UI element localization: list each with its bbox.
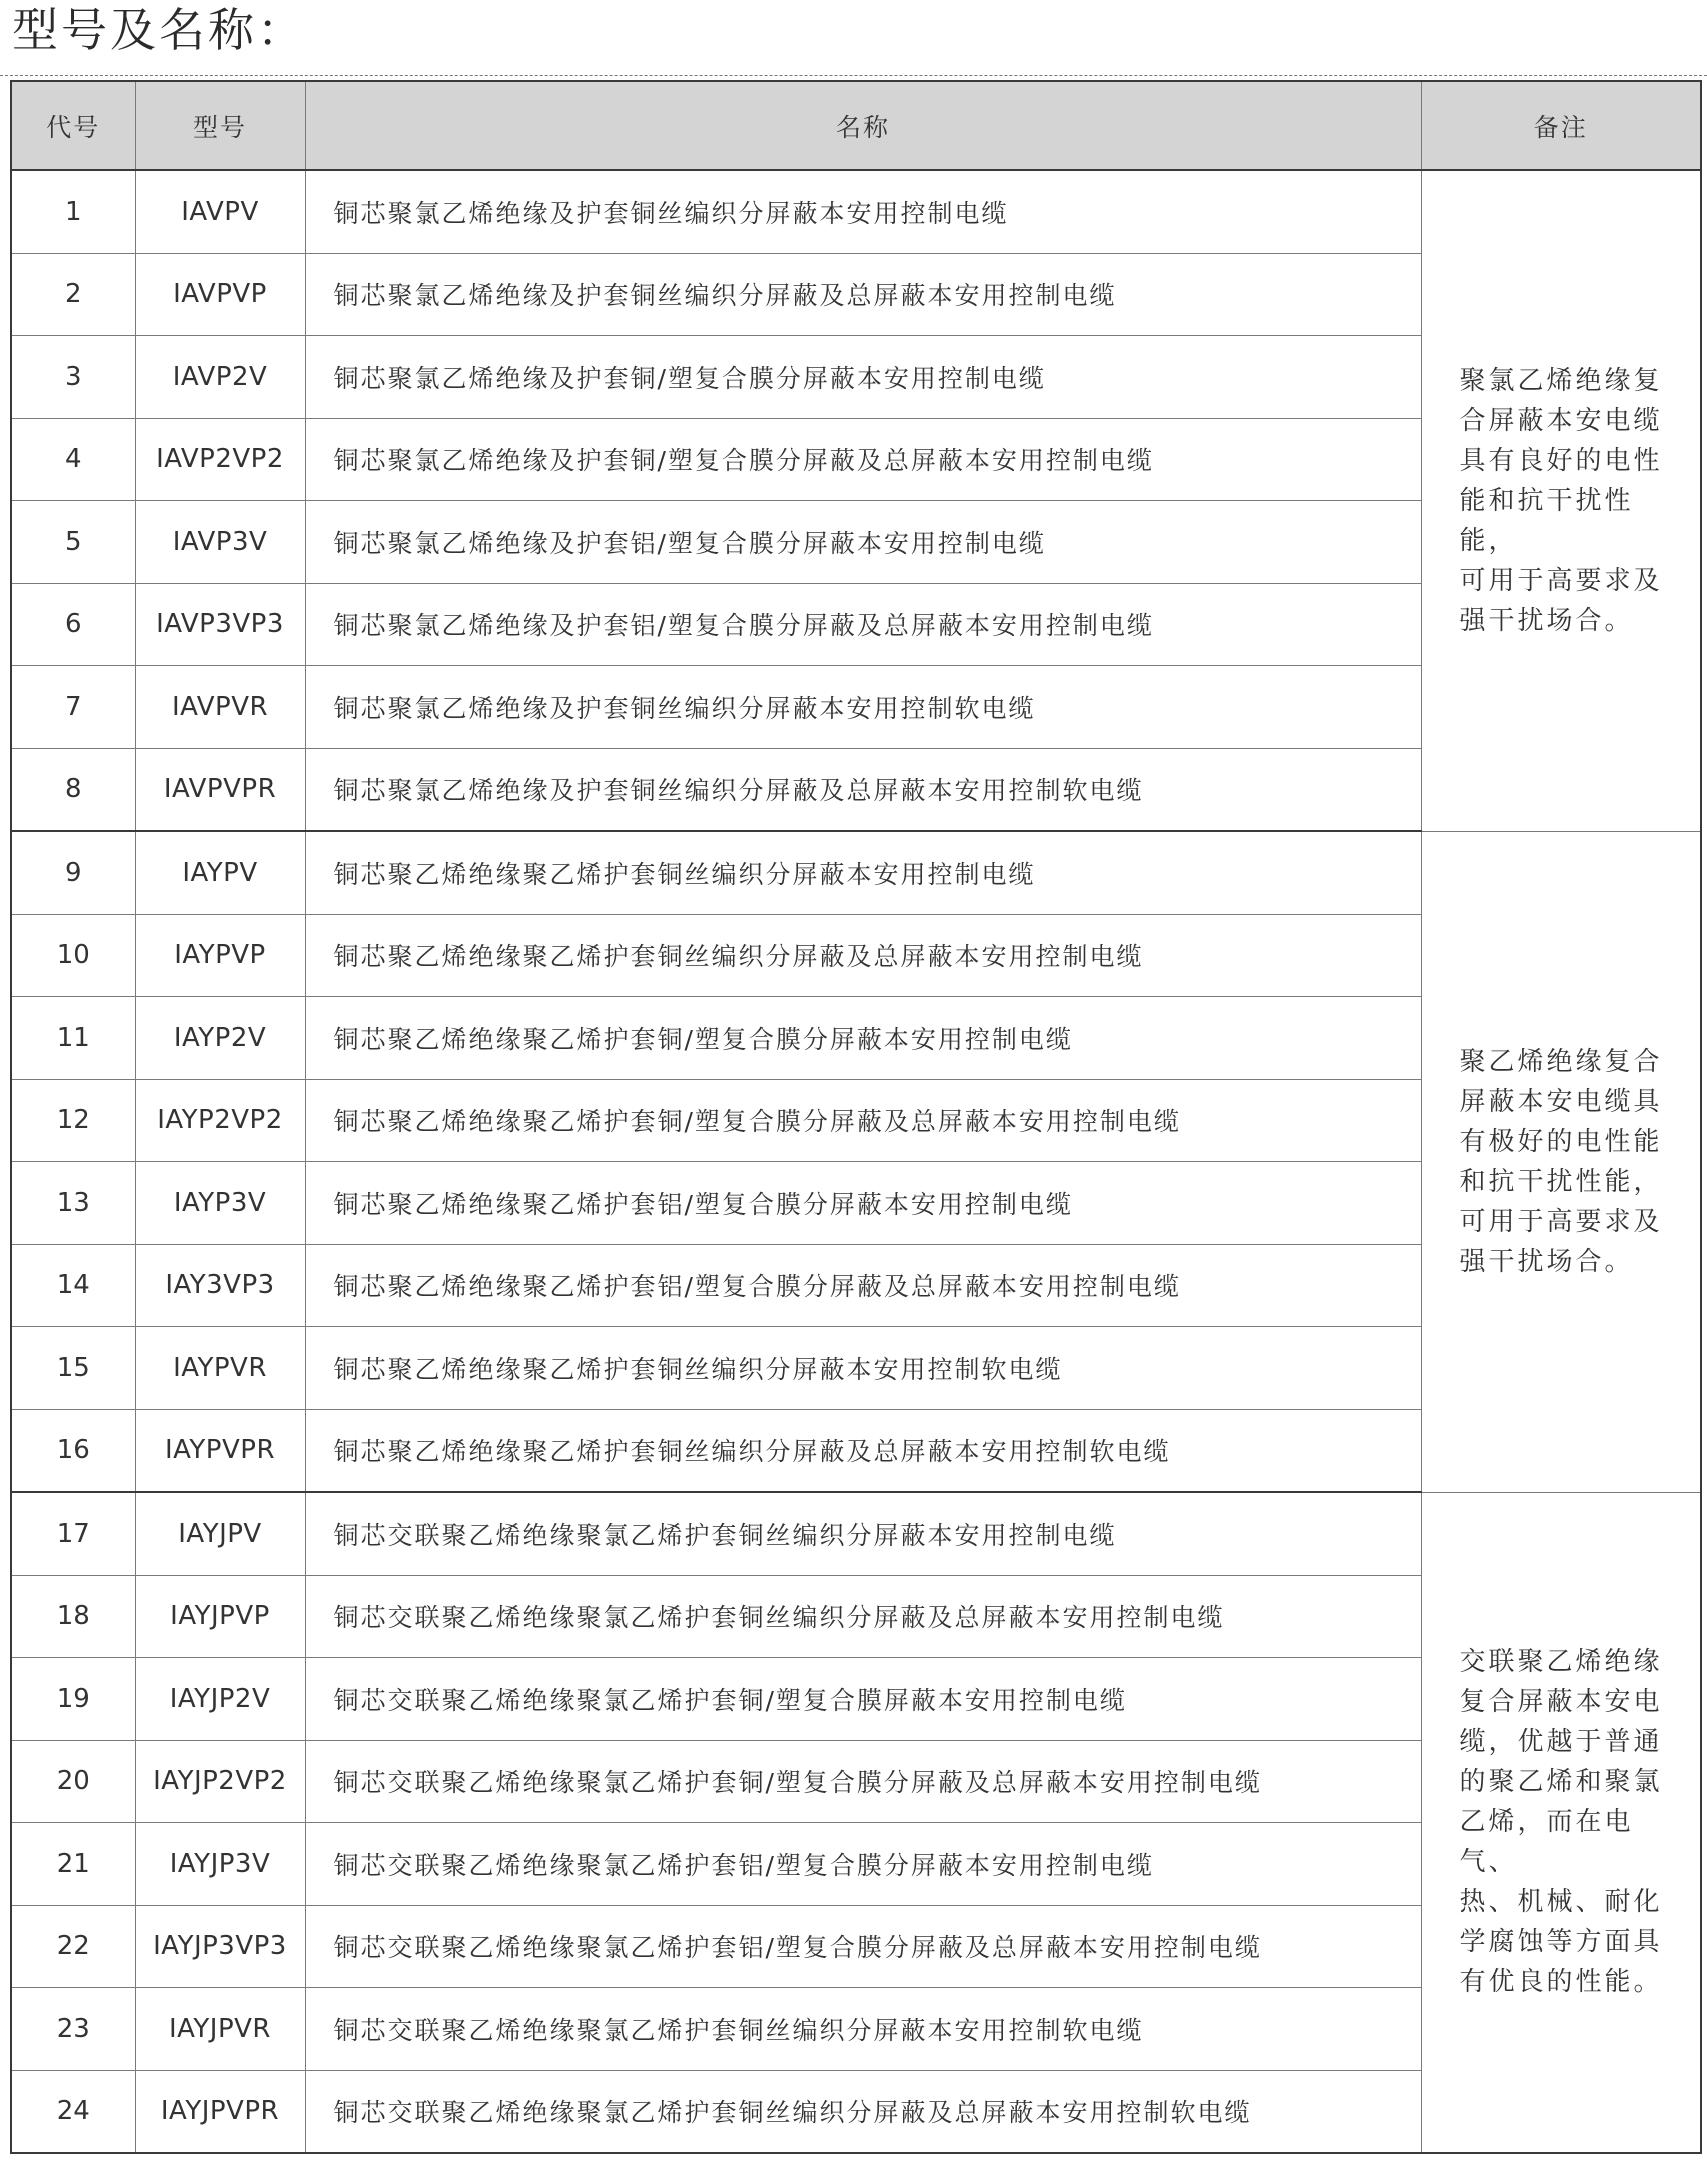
- cell-code: 24: [11, 2070, 135, 2153]
- note-line: 学腐蚀等方面具: [1459, 1927, 1663, 1958]
- cell-code: 7: [11, 666, 135, 749]
- cell-name: 铜芯交联聚乙烯绝缘聚氯乙烯护套铜/塑复合膜分屏蔽及总屏蔽本安用控制电缆: [305, 1740, 1421, 1823]
- cell-code: 9: [11, 831, 135, 914]
- cell-model: IAVPVPR: [135, 748, 305, 831]
- cell-name: 铜芯交联聚乙烯绝缘聚氯乙烯护套铜丝编织分屏蔽及总屏蔽本安用控制电缆: [305, 1575, 1421, 1658]
- cell-code: 15: [11, 1327, 135, 1410]
- cell-note: [1421, 1492, 1701, 2153]
- table-row: [11, 831, 1701, 914]
- cell-code: 1: [11, 170, 135, 253]
- cell-name: 铜芯聚乙烯绝缘聚乙烯护套铝/塑复合膜分屏蔽本安用控制电缆: [305, 1162, 1421, 1245]
- cell-name: 铜芯聚氯乙烯绝缘及护套铜丝编织分屏蔽本安用控制电缆: [305, 170, 1421, 253]
- cell-code: 16: [11, 1409, 135, 1492]
- cell-model: IAYJP2VP2: [135, 1740, 305, 1823]
- note-line: 有极好的电性能: [1459, 1126, 1663, 1157]
- cell-name: 铜芯聚乙烯绝缘聚乙烯护套铜丝编织分屏蔽本安用控制软电缆: [305, 1327, 1421, 1410]
- note-line: 可用于高要求及: [1459, 565, 1663, 596]
- cell-code: 8: [11, 748, 135, 831]
- cell-code: 22: [11, 1905, 135, 1988]
- page-title: 型号及名称：: [12, 3, 306, 57]
- cell-model: IAY3VP3: [135, 1244, 305, 1327]
- note-line: 具有良好的电性: [1459, 445, 1663, 476]
- cell-model: IAYP2VP2: [135, 1079, 305, 1162]
- note-line: 有优良的性能。: [1459, 1967, 1663, 1998]
- note-line: 交联聚乙烯绝缘: [1459, 1647, 1663, 1678]
- note-line: 可用于高要求及: [1459, 1206, 1663, 1237]
- cell-model: IAYPVPR: [135, 1409, 305, 1492]
- note-line: 屏蔽本安电缆具: [1459, 1086, 1663, 1117]
- cell-model: IAVP3VP3: [135, 583, 305, 666]
- cell-model: IAYP2V: [135, 997, 305, 1080]
- cell-name: 铜芯聚乙烯绝缘聚乙烯护套铜丝编织分屏蔽及总屏蔽本安用控制软电缆: [305, 1409, 1421, 1492]
- cell-name: 铜芯交联聚乙烯绝缘聚氯乙烯护套铝/塑复合膜分屏蔽及总屏蔽本安用控制电缆: [305, 1905, 1421, 1988]
- cell-model: IAVPVR: [135, 666, 305, 749]
- note-line: 缆，优越于普通: [1459, 1727, 1663, 1758]
- cell-name: 铜芯交联聚乙烯绝缘聚氯乙烯护套铝/塑复合膜分屏蔽本安用控制电缆: [305, 1823, 1421, 1906]
- cell-model: IAYJP2V: [135, 1658, 305, 1741]
- cell-model: IAVP2VP2: [135, 418, 305, 501]
- header-code: 代号: [11, 81, 135, 170]
- note-line: 乙烯，而在电气、: [1459, 1807, 1634, 1878]
- cell-name: 铜芯聚乙烯绝缘聚乙烯护套铜丝编织分屏蔽及总屏蔽本安用控制电缆: [305, 914, 1421, 997]
- note-line: 能和抗干扰性能，: [1459, 485, 1634, 556]
- cell-code: 18: [11, 1575, 135, 1658]
- cell-name: 铜芯交联聚乙烯绝缘聚氯乙烯护套铜/塑复合膜屏蔽本安用控制电缆: [305, 1658, 1421, 1741]
- note-line: 热、机械、耐化: [1459, 1887, 1663, 1918]
- note-line: 和抗干扰性能，: [1459, 1166, 1663, 1197]
- cell-model: IAYPVP: [135, 914, 305, 997]
- cell-model: IAVP3V: [135, 501, 305, 584]
- table-row: [11, 1492, 1701, 1575]
- cell-model: IAYJP3VP3: [135, 1905, 305, 1988]
- cell-code: 12: [11, 1079, 135, 1162]
- cell-model: IAYPVR: [135, 1327, 305, 1410]
- cell-code: 10: [11, 914, 135, 997]
- cell-code: 17: [11, 1492, 135, 1575]
- cell-code: 13: [11, 1162, 135, 1245]
- table-row: [11, 170, 1701, 253]
- cell-code: 2: [11, 253, 135, 336]
- cell-name: 铜芯聚乙烯绝缘聚乙烯护套铜/塑复合膜分屏蔽本安用控制电缆: [305, 997, 1421, 1080]
- cell-model: IAYP3V: [135, 1162, 305, 1245]
- header-name: 名称: [305, 81, 1421, 170]
- title-divider: [0, 75, 1707, 76]
- cell-model: IAVPVP: [135, 253, 305, 336]
- header-note: 备注: [1421, 81, 1701, 170]
- cell-model: IAYJPV: [135, 1492, 305, 1575]
- cell-name: 铜芯聚氯乙烯绝缘及护套铜/塑复合膜分屏蔽及总屏蔽本安用控制电缆: [305, 418, 1421, 501]
- cell-name: 铜芯聚乙烯绝缘聚乙烯护套铜/塑复合膜分屏蔽及总屏蔽本安用控制电缆: [305, 1079, 1421, 1162]
- cell-model: IAYJPVP: [135, 1575, 305, 1658]
- note-line: 合屏蔽本安电缆: [1459, 405, 1663, 436]
- note-line: 强干扰场合。: [1459, 605, 1634, 636]
- table-header-row: [11, 81, 1701, 170]
- note-line: 强干扰场合。: [1459, 1246, 1634, 1277]
- note-line: 的聚乙烯和聚氯: [1459, 1767, 1663, 1798]
- cell-code: 14: [11, 1244, 135, 1327]
- cell-code: 20: [11, 1740, 135, 1823]
- note-line: 复合屏蔽本安电: [1459, 1687, 1663, 1718]
- cell-model: IAYJPVR: [135, 1988, 305, 2071]
- cell-code: 21: [11, 1823, 135, 1906]
- cell-note: [1421, 831, 1701, 1492]
- cell-name: 铜芯交联聚乙烯绝缘聚氯乙烯护套铜丝编织分屏蔽本安用控制软电缆: [305, 1988, 1421, 2071]
- cell-code: 6: [11, 583, 135, 666]
- note-line: 聚乙烯绝缘复合: [1459, 1046, 1663, 1077]
- header-model: 型号: [135, 81, 305, 170]
- cell-code: 4: [11, 418, 135, 501]
- cell-name: 铜芯聚氯乙烯绝缘及护套铜丝编织分屏蔽及总屏蔽本安用控制电缆: [305, 253, 1421, 336]
- cell-code: 11: [11, 997, 135, 1080]
- table-body: [11, 170, 1701, 2153]
- cell-name: 铜芯交联聚乙烯绝缘聚氯乙烯护套铜丝编织分屏蔽本安用控制电缆: [305, 1492, 1421, 1575]
- cell-model: IAYPV: [135, 831, 305, 914]
- cell-name: 铜芯聚氯乙烯绝缘及护套铜/塑复合膜分屏蔽本安用控制电缆: [305, 336, 1421, 419]
- cell-code: 19: [11, 1658, 135, 1741]
- cell-model: IAVPV: [135, 170, 305, 253]
- cell-note: [1421, 170, 1701, 831]
- cell-code: 23: [11, 1988, 135, 2071]
- cell-model: IAVP2V: [135, 336, 305, 419]
- cell-model: IAYJP3V: [135, 1823, 305, 1906]
- cell-name: 铜芯聚乙烯绝缘聚乙烯护套铝/塑复合膜分屏蔽及总屏蔽本安用控制电缆: [305, 1244, 1421, 1327]
- cell-name: 铜芯聚乙烯绝缘聚乙烯护套铜丝编织分屏蔽本安用控制电缆: [305, 831, 1421, 914]
- note-line: 聚氯乙烯绝缘复: [1459, 365, 1663, 396]
- cell-name: 铜芯聚氯乙烯绝缘及护套铝/塑复合膜分屏蔽本安用控制电缆: [305, 501, 1421, 584]
- cell-code: 5: [11, 501, 135, 584]
- cell-code: 3: [11, 336, 135, 419]
- cell-model: IAYJPVPR: [135, 2070, 305, 2153]
- cell-name: 铜芯聚氯乙烯绝缘及护套铝/塑复合膜分屏蔽及总屏蔽本安用控制电缆: [305, 583, 1421, 666]
- cell-name: 铜芯交联聚乙烯绝缘聚氯乙烯护套铜丝编织分屏蔽及总屏蔽本安用控制软电缆: [305, 2070, 1421, 2153]
- cell-name: 铜芯聚氯乙烯绝缘及护套铜丝编织分屏蔽本安用控制软电缆: [305, 666, 1421, 749]
- model-name-table: [10, 80, 1702, 2154]
- cell-name: 铜芯聚氯乙烯绝缘及护套铜丝编织分屏蔽及总屏蔽本安用控制软电缆: [305, 748, 1421, 831]
